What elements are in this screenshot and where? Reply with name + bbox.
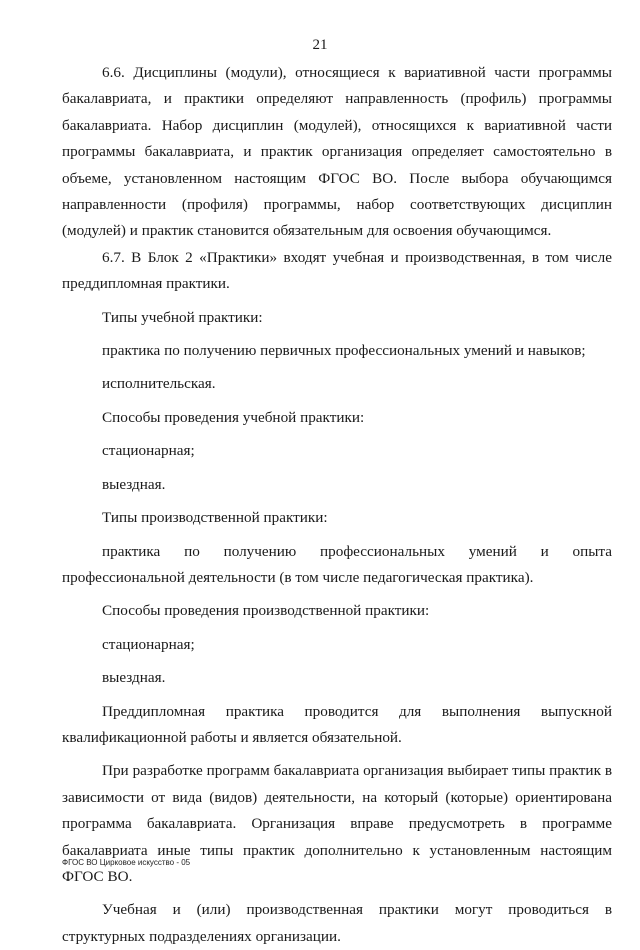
list-item: стационарная; (102, 635, 195, 653)
list-item: выездная. (102, 475, 166, 493)
heading-educational-practice-methods: Способы проведения учебной практики: (102, 408, 365, 426)
paragraph-prediploma: Преддипломная практика проводится для выполнения выпускной квалификационной работы и является обязательной. (62, 702, 612, 746)
list-item: стационарная; (102, 442, 195, 460)
list-item: практика по получению профессиональных умений и опыта профессиональной деятельности (в том числе педагогическая практика). (62, 542, 612, 586)
page-number: 21 (312, 37, 328, 53)
heading-educational-practice-types: Типы учебной практики: (102, 308, 263, 326)
paragraph-structural-units: Учебная и (или) производственная практики могут проводиться в структурных подразделениях организации. (62, 901, 612, 945)
list-item: выездная. (102, 669, 166, 687)
footer-note: ФГОС ВО Цирковое искусство - 05 (62, 858, 191, 867)
paragraph-6-7: 6.7. В Блок 2 «Практики» входят учебная и производственная, в том числе преддипломная практики. (62, 248, 612, 293)
paragraph-6-6: 6.6. Дисциплины (модули), относящиеся к вариативной части программы бакалавриата, и практики определяют направленность (профиль) программы бакалавриата. Набор дисциплин (модулей), относящихся к вариативной части программы бакалавриата, и практик организация определяет самостоятельно в объеме, установленном настоящим ФГОС ВО. После выбора обучающимся направленности (профиля) программы, набор соответствующих дисциплин (модулей) и практик становится обязательным для освоения обучающимся. (62, 64, 612, 240)
paragraph-practice-selection: При разработке программ бакалавриата организация выбирает типы практик в зависимости от вида (видов) деятельности, на который (которые) ориентирована программа бакалавриата. Организация вправе предусмотреть в программе бакалавриата иные типы практик дополнительно к установленным настоящим ФГОС ВО. (62, 762, 612, 885)
list-item: исполнительская. (102, 375, 216, 393)
list-item: практика по получению первичных профессиональных умений и навыков; (102, 342, 586, 360)
heading-production-practice-types: Типы производственной практики: (102, 509, 328, 527)
heading-production-practice-methods: Способы проведения производственной практики: (102, 602, 430, 620)
document-body (62, 60, 612, 950)
